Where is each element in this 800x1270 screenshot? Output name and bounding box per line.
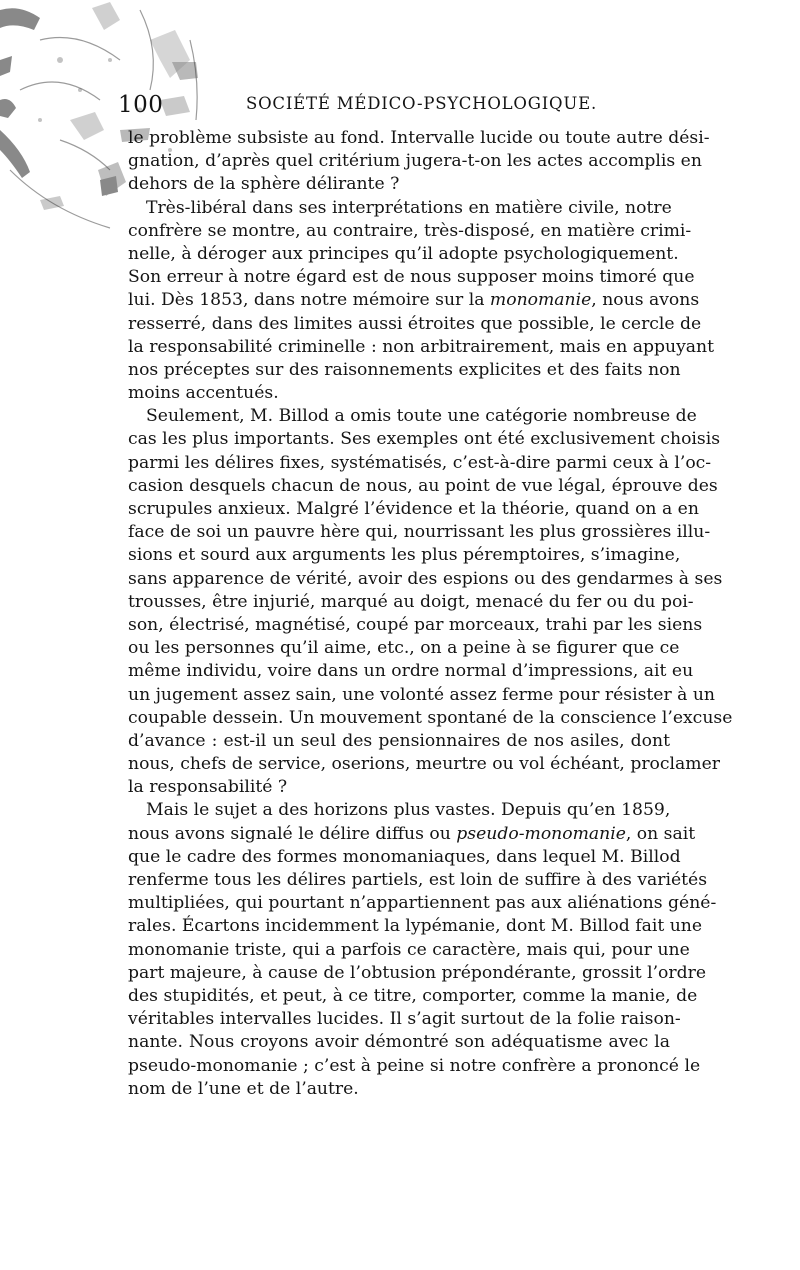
text-line: face de soi un pauvre hère qui, nourrissant les plus grossières illu-	[128, 522, 711, 543]
text-line: nom de l’une et de l’autre.	[128, 1078, 359, 1099]
text-line: véritables intervalles lucides. Il s’agit surtout de la folie raison-	[128, 1009, 681, 1030]
text-line: Mais le sujet a des horizons plus vastes. Depuis qu’en 1859,	[146, 800, 671, 821]
text-line: parmi les délires fixes, systématisés, c’est-à-dire parmi ceux à l’oc-	[128, 452, 712, 473]
text-line: scrupules anxieux. Malgré l’évidence et la théorie, quand on a en	[128, 499, 699, 519]
text-line: la responsabilité ?	[128, 777, 288, 798]
text-line: coupable dessein. Un mouvement spontané de la conscience l’excuse	[128, 707, 733, 728]
text-line: Seulement, M. Billod a omis toute une catégorie nombreuse de	[146, 406, 697, 427]
text-line: son, électrisé, magnétisé, coupé par morceaux, trahi par les siens	[128, 614, 703, 635]
text-line: des stupidités, et peut, à ce titre, comporter, comme la manie, de	[128, 985, 698, 1006]
text-segment: lui. Dès 1853, dans notre mémoire sur la	[128, 290, 490, 311]
text-line: multipliées, qui pourtant n’appartiennent pas aux aliénations géné-	[128, 893, 717, 914]
text-line: monomanie triste, qui a parfois ce caractère, mais qui, pour une	[128, 939, 690, 960]
text-line: nos préceptes sur des raisonnements explicites et des faits non	[128, 359, 681, 380]
text-segment: , nous avons	[591, 290, 700, 311]
running-head: SOCIÉTÉ MÉDICO-PSYCHOLOGIQUE.	[246, 94, 597, 113]
text-line: sans apparence de vérité, avoir des espions ou des gendarmes à ses	[128, 568, 723, 589]
text-line: casion desquels chacun de nous, au point de vue légal, éprouve des	[128, 475, 718, 496]
italic-term: monomanie	[489, 290, 592, 311]
text-line: dehors de la sphère délirante ?	[128, 174, 400, 195]
text-line: sions et sourd aux arguments les plus péremptoires, s’imagine,	[128, 545, 681, 566]
italic-term: pseudo-monomanie	[456, 823, 626, 844]
text-line: gnation, d’après quel critérium jugera-t-on les actes accomplis en	[128, 151, 702, 172]
text-line: confrère se montre, au contraire, très-disposé, en matière crimi-	[128, 220, 692, 241]
page-number: 100	[118, 92, 164, 118]
text-line: nelle, à déroger aux principes qu’il adopte psychologiquement.	[128, 243, 679, 264]
text-line	[128, 289, 700, 312]
text-line: moins accentués.	[128, 383, 279, 404]
text-line: rales. Écartons incidemment la lypémanie, dont M. Billod fait une	[128, 916, 703, 937]
text-line: même individu, voire dans un ordre normal d’impressions, ait eu	[128, 661, 694, 682]
text-line: la responsabilité criminelle : non arbitrairement, mais en appuyant	[128, 336, 715, 357]
text-line: ou les personnes qu’il aime, etc., on a peine à se figurer que ce	[128, 638, 680, 659]
text-line	[128, 823, 696, 846]
text-line: le problème subsiste au fond. Intervalle lucide ou toute autre dési-	[128, 128, 710, 148]
text-segment: , on sait	[625, 823, 696, 844]
text-line: que le cadre des formes monomaniaques, dans lequel M. Billod	[128, 846, 681, 867]
text-line: un jugement assez sain, une volonté assez ferme pour résister à un	[128, 684, 716, 705]
text-line: part majeure, à cause de l’obtusion prépondérante, grossit l’ordre	[128, 962, 707, 983]
text-segment: nous avons signalé le délire diffus ou	[128, 823, 457, 844]
body-text	[128, 127, 733, 1101]
text-line: nous, chefs de service, oserions, meurtre ou vol échéant, proclamer	[128, 754, 720, 775]
text-line: nante. Nous croyons avoir démontré son adéquatisme avec la	[128, 1032, 670, 1053]
text-line: cas les plus importants. Ses exemples ont été exclusivement choisis	[128, 429, 721, 450]
text-line: d’avance : est-il un seul des pensionnaires de nos asiles, dont	[128, 730, 670, 751]
text-line: Son erreur à notre égard est de nous supposer moins timoré que	[128, 267, 695, 288]
text-line: trousses, être injurié, marqué au doigt, menacé du fer ou du poi-	[128, 591, 694, 612]
text-line: resserré, dans des limites aussi étroites que possible, le cercle de	[128, 313, 702, 334]
text-line: renferme tous les délires partiels, est loin de suffire à des variétés	[128, 870, 708, 890]
text-line: pseudo-monomanie ; c’est à peine si notre confrère a prononcé le	[128, 1055, 701, 1076]
text-line: Très-libéral dans ses interprétations en matière civile, notre	[146, 197, 672, 218]
page-header	[118, 92, 678, 122]
